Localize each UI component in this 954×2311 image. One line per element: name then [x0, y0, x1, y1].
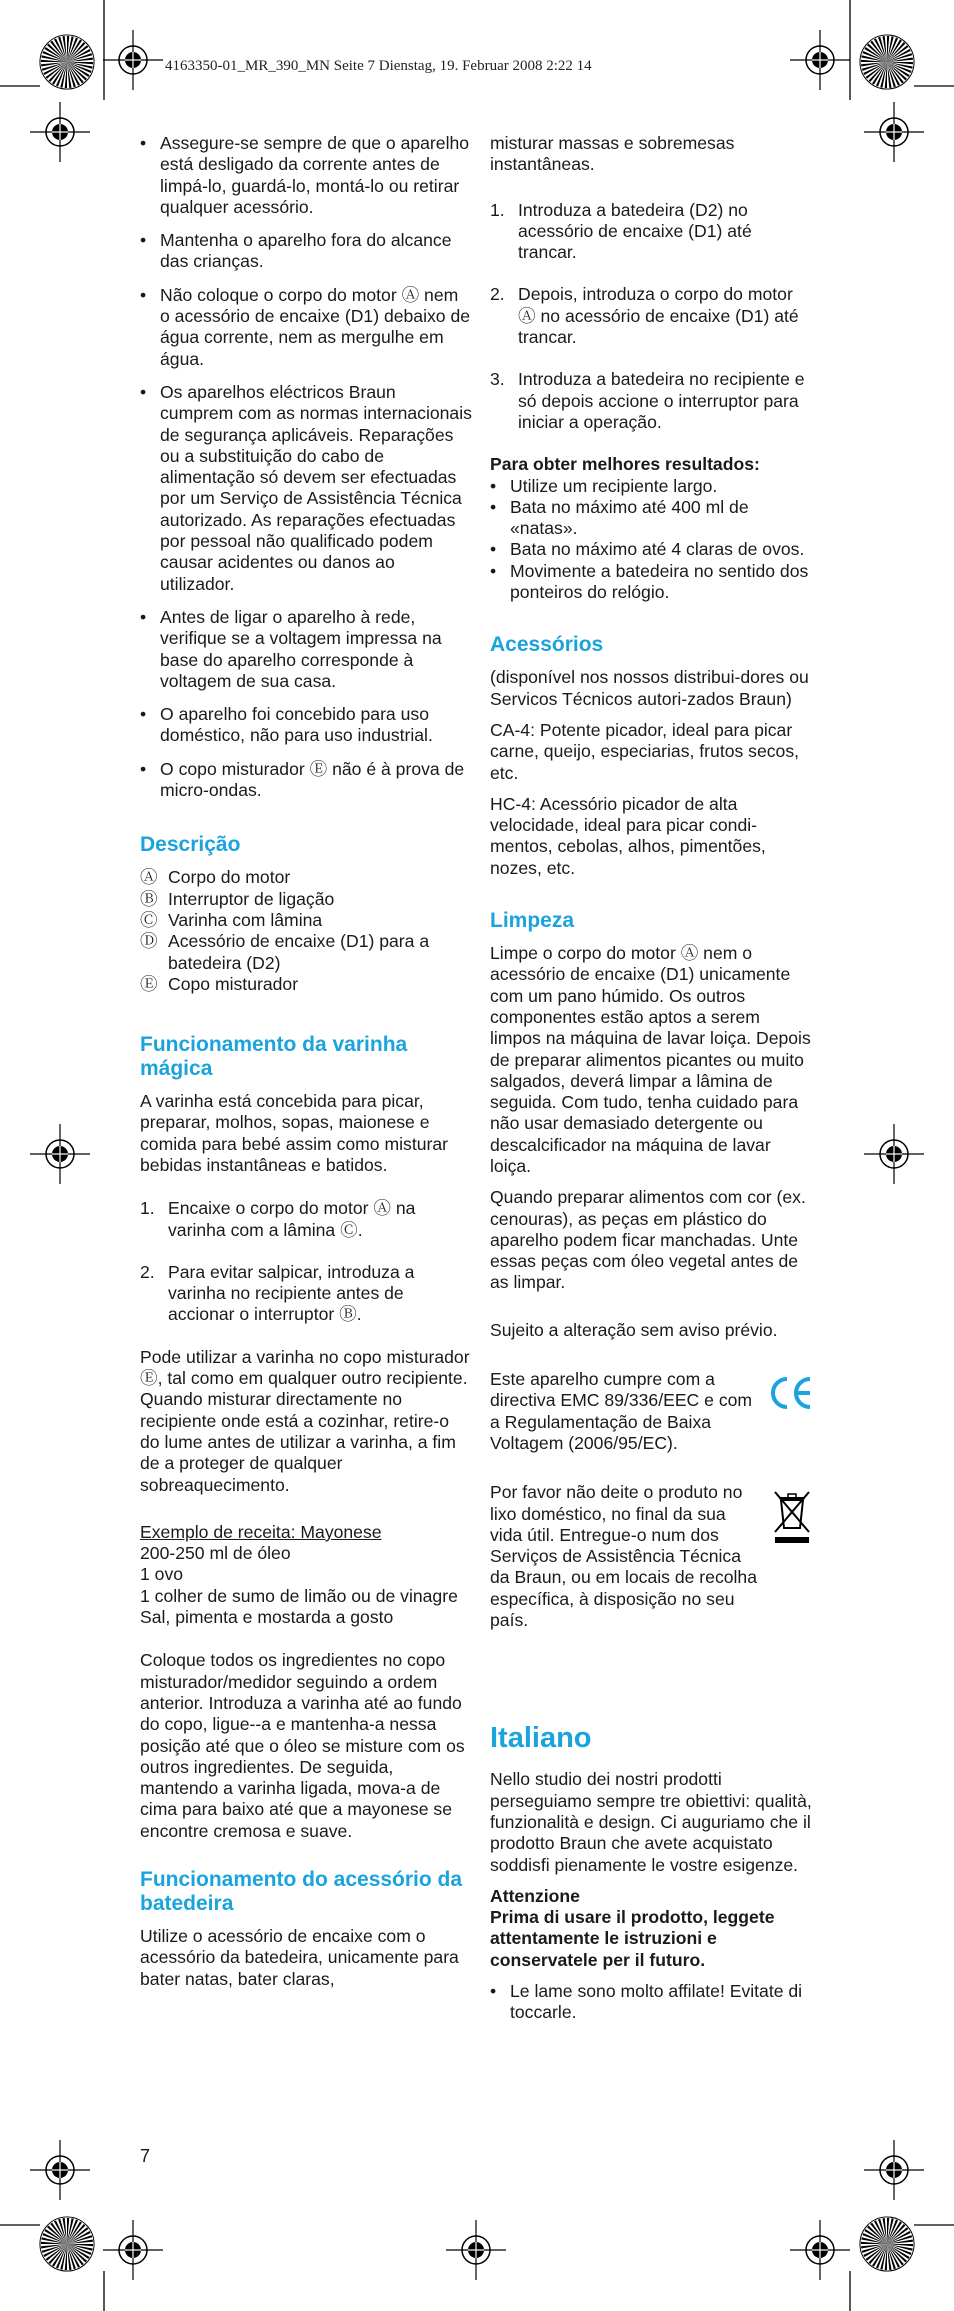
paragraph: Pode utilizar a varinha no copo misturador Ⓔ, tal como em qualquer outro recipiente. Quando misturar directamente no recipiente onde está a cozinhar, retire-o do lume antes de utilizar a varinha, a fim de a proteger de qualquer sobreaquecimento.: [140, 1346, 470, 1495]
part-letter: Ⓔ: [140, 973, 158, 994]
part-letter: Ⓒ: [140, 909, 158, 930]
paragraph: A varinha está concebida para picar, preparar, molhos, sopas, maionese e comida para bebé assim como misturar bebidas instantâneas e batidos.: [140, 1091, 449, 1175]
list-item: • Utilize um recipiente largo.: [490, 476, 812, 497]
list-item: • Bata no máximo até 400 ml de «natas».: [490, 497, 812, 540]
steps-list: [140, 1198, 472, 1325]
attention-text: Prima di usare il prodotto, leggete attentamente le istruzioni e conservatele per il futuro.: [490, 1907, 775, 1970]
list-item: 1. Encaixe o corpo do motor Ⓐ na varinha com a lâmina Ⓒ.: [140, 1198, 416, 1240]
recipe-title: Exemplo de receita: Mayonese: [140, 1521, 382, 1542]
section-title-descricao: Descrição: [140, 833, 241, 857]
step-text: Depois, introduza o corpo do motor Ⓐ no acessório de encaixe (D1) até trancar.: [518, 284, 799, 348]
list-item: • O aparelho foi concebido para uso doméstico, não para uso industrial.: [140, 704, 472, 747]
part-letter: Ⓓ: [140, 931, 158, 952]
star-target-icon: [38, 2215, 96, 2273]
paragraph: misturar massas e sobremesas instantâneas.: [490, 133, 735, 175]
part-text: Varinha com lâmina: [168, 909, 323, 930]
star-target-icon: [858, 33, 916, 91]
step-text: Introduza a batedeira (D2) no acessório de encaixe (D1) até trancar.: [518, 199, 752, 263]
ce-mark-icon: [768, 1373, 814, 1413]
list-item: • Os aparelhos eléctricos Braun cumprem com as normas internacionais de segurança aplicáveis. Reparações ou a substituição do cabo de alimentação só devem ser efectuadas por um Serviço de Assistência Técnica autorizado. As reparações efectuadas por pessoal não qualificado podem causar acidentes ou danos ao utilizador.: [140, 382, 472, 595]
registration-mark-icon: [103, 30, 163, 90]
part-letter: Ⓐ: [140, 867, 158, 888]
paragraph: Limpe o corpo do motor Ⓐ nem o acessório de encaixe (D1) unicamente com um pano húmido. Os outros componentes estão aptos a serem limpos na máquina de lavar loiça. Depois de preparar alimentos picantes ou muito salgados, deverá limpar a lâmina de seguida. Com tudo, tenha cuidado para não usar demasiado detergente ou descalcificador na máquina de lavar loiça.: [490, 943, 811, 1176]
list-item: • Le lame sono molto affilate! Evitate di toccarle.: [490, 1981, 812, 2024]
star-target-icon: [38, 33, 96, 91]
part-text: Interruptor de ligação: [168, 888, 335, 909]
section-title-funcionamento: Funcionamento da varinha mágica: [140, 1033, 408, 1081]
part-letter: Ⓑ: [140, 888, 158, 909]
recipe-line: 200-250 ml de óleo: [140, 1543, 291, 1564]
registration-mark-icon: [30, 2140, 90, 2200]
star-target-icon: [858, 2215, 916, 2273]
left-column: [140, 133, 472, 2000]
italian-list: [490, 1981, 812, 2024]
recipe-line: 1 colher de sumo de limão ou de vinagre: [140, 1585, 458, 1606]
list-item: 1. Introduza a batedeira (D2) no acessório de encaixe (D1) até trancar.: [490, 199, 752, 263]
registration-mark-icon: [790, 2220, 850, 2280]
registration-mark-icon: [864, 1124, 924, 1184]
paragraph: Sujeito a alteração sem aviso prévio.: [490, 1319, 778, 1340]
paragraph: Quando preparar alimentos com cor (ex. cenouras), as peças em plástico do aparelho podem ficar manchadas. Unte essas peças com óleo vegetal antes de as limpar.: [490, 1187, 806, 1293]
part-text: Corpo do motor: [168, 867, 291, 888]
best-results-title: Para obter melhores resultados:: [490, 454, 760, 475]
right-column: [490, 133, 812, 2036]
section-title-acessorios: Acessórios: [490, 633, 604, 657]
section-title-batedeira: Funcionamento do acessório da batedeira: [140, 1868, 463, 1915]
list-item: • Mantenha o aparelho fora do alcance das crianças.: [140, 230, 472, 273]
paragraph: Por favor não deite o produto no lixo doméstico, no final da sua vida útil. Entregue-o num dos Serviços de Assistência Técnica da Braun, ou em locais de recolha específica, à disposição no seu país.: [490, 1482, 757, 1631]
list-item: 2. Para evitar salpicar, introduza a varinha no recipiente antes de accionar o interruptor Ⓑ.: [140, 1261, 415, 1325]
registration-mark-icon: [103, 2220, 163, 2280]
registration-mark-icon: [446, 2220, 506, 2280]
list-item: [140, 910, 472, 931]
list-item: [140, 974, 472, 995]
attention-title: Attenzione: [490, 1885, 580, 1906]
registration-mark-icon: [790, 30, 850, 90]
part-text: Acessório de encaixe (D1) para a batedeira (D2): [168, 931, 430, 973]
list-item: [140, 867, 472, 888]
section-title-limpeza: Limpeza: [490, 909, 575, 933]
list-item: • Assegure-se sempre de que o aparelho está desligado da corrente antes de limpá-lo, guardá-lo, montá-lo ou retirar qualquer acessório.: [140, 133, 472, 218]
paragraph: Nello studio dei nostri prodotti perseguiamo sempre tre obiettivi: qualità, funzionalità e design. Ci auguriamo che il prodotto Braun che avete acquistato soddisfi pienamente le vostre esigenze.: [490, 1769, 812, 1875]
best-results-list: [490, 476, 812, 604]
safety-list: [140, 133, 472, 801]
steps-list: [490, 200, 812, 434]
weee-block: [490, 1482, 812, 1631]
list-item: [140, 889, 472, 910]
recipe-line: 1 ovo: [140, 1564, 184, 1585]
page-number: 7: [140, 2146, 151, 2166]
step-text: Encaixe o corpo do motor Ⓐ na varinha com a lâmina Ⓒ.: [168, 1198, 416, 1240]
list-item: • Antes de ligar o aparelho à rede, verifique se a voltagem impressa na base do aparelho corresponde à voltagem de sua casa.: [140, 607, 472, 692]
list-item: • Movimente a batedeira no sentido dos ponteiros do relógio.: [490, 561, 812, 604]
paragraph: Este aparelho cumpre com a directiva EMC 89/336/EEC e com a Regulamentação de Baixa Voltagem (2006/95/EC).: [490, 1369, 753, 1453]
list-item: [140, 931, 472, 974]
ce-block: [490, 1369, 812, 1454]
step-text: Para evitar salpicar, introduza a varinha no recipiente antes de accionar o interruptor Ⓑ.: [168, 1261, 415, 1325]
step-text: Introduza a batedeira no recipiente e só depois accione o interruptor para iniciar a operação.: [518, 369, 805, 432]
paragraph: Coloque todos os ingredientes no copo misturador/medidor seguindo a ordem anterior. Introduza a varinha até ao fundo do copo, ligue--a e mantenha-a nessa posição até que o óleo se misture com os outros ingredientes. De seguida, mantendo a varinha ligada, mova-a de cima para baixo até que a mayonese se encontre cremosa e suave.: [140, 1650, 465, 1841]
registration-mark-icon: [30, 1124, 90, 1184]
paragraph: (disponível nos nossos distribui-dores ou Servicos Técnicos autori-zados Braun): [490, 667, 809, 709]
registration-mark-icon: [864, 102, 924, 162]
paragraph: HC-4: Acessório picador de alta velocidade, ideal para picar condi-mentos, cebolas, alhos, pimentões, nozes, etc.: [490, 793, 766, 878]
crossed-bin-icon: [772, 1486, 812, 1546]
registration-mark-icon: [30, 102, 90, 162]
list-item: • Não coloque o corpo do motor Ⓐ nem o acessório de encaixe (D1) debaixo de água corrente, nem as mergulhe em água.: [140, 285, 472, 370]
print-header: 4163350-01_MR_390_MN Seite 7 Dienstag, 19. Februar 2008 2:22 14: [165, 58, 592, 74]
paragraph: Utilize o acessório de encaixe com o acessório da batedeira, unicamente para bater natas, bater claras,: [140, 1926, 459, 1989]
list-item: • O copo misturador Ⓔ não é à prova de micro-ondas.: [140, 759, 472, 802]
list-item: 2. Depois, introduza o corpo do motor Ⓐ no acessório de encaixe (D1) até trancar.: [490, 284, 799, 348]
list-item: • Bata no máximo até 4 claras de ovos.: [490, 539, 812, 560]
part-text: Copo misturador: [168, 973, 299, 994]
list-item: 3. Introduza a batedeira no recipiente e só depois accione o interruptor para iniciar a operação.: [490, 369, 805, 432]
recipe-line: Sal, pimenta e mostarda a gosto: [140, 1607, 394, 1628]
parts-list: [140, 867, 472, 995]
recipe-block: [140, 1522, 472, 1628]
paragraph: CA-4: Potente picador, ideal para picar carne, queijo, especiarias, frutos secos, etc.: [490, 719, 800, 783]
registration-mark-icon: [864, 2140, 924, 2200]
section-title-italiano: Italiano: [490, 1722, 592, 1755]
